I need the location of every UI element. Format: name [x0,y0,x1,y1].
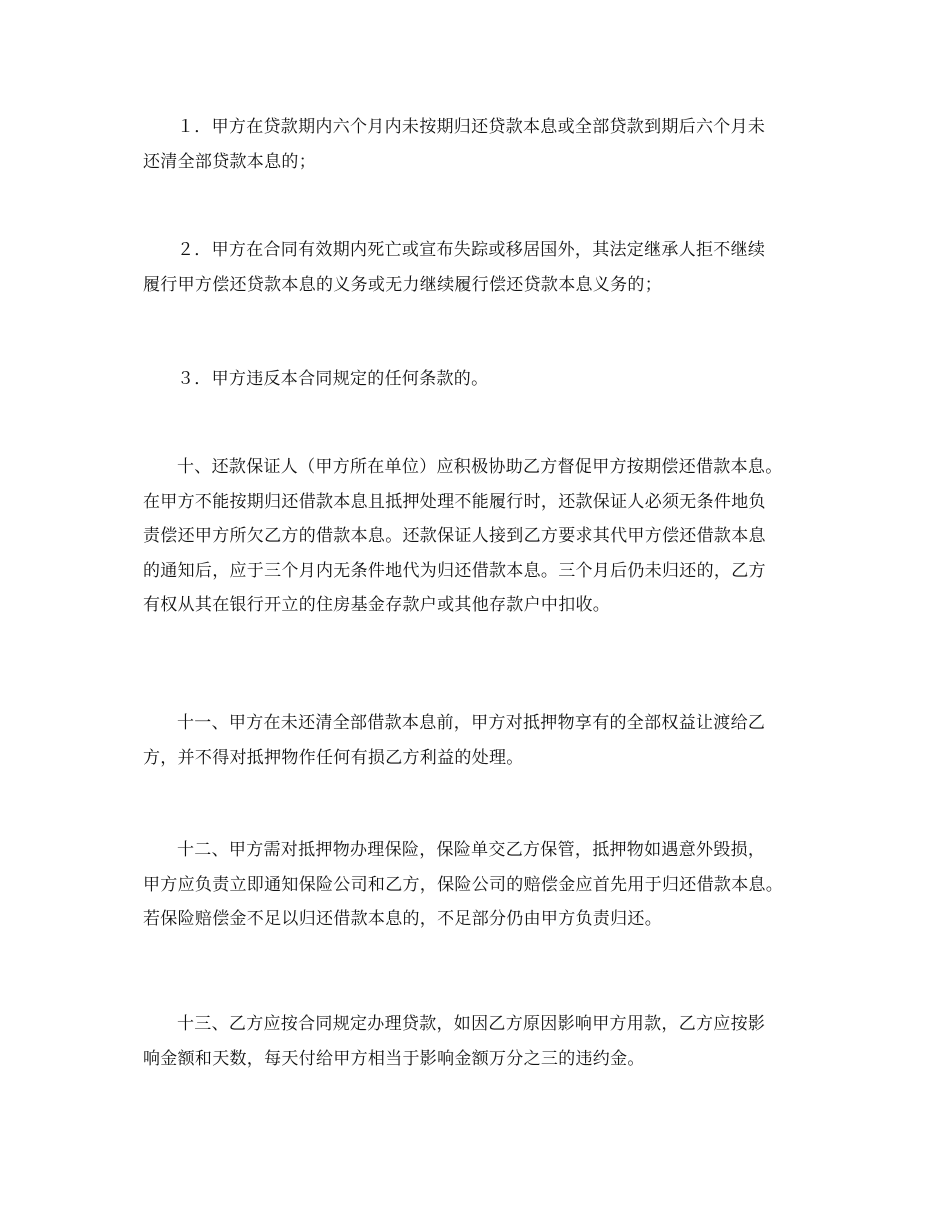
clause-12-paragraph [143,833,823,937]
clause-12-line-2: 甲方应负责立即通知保险公司和乙方，保险公司的赔偿金应首先用于归还借款本息。 [143,874,784,895]
clause-10-line-4: 的通知后，应于三个月内无条件地代为归还借款本息。三个月后仍未归还的，乙方 [143,560,766,581]
clause-12-line-3: 若保险赔偿金不足以归还借款本息的，不足部分仍由甲方负责归还。 [143,909,662,929]
clause-3-line-1: ３．甲方违反本合同规定的任何条款的。 [177,369,489,389]
clause-2-line-2: 履行甲方偿还贷款本息的义务或无力继续履行偿还贷款本息义务的； [143,274,662,295]
clause-1-paragraph [143,110,823,179]
clause-10-line-1: 十、还款保证人（甲方所在单位）应积极协助乙方督促甲方按期偿还借款本息。 [177,457,783,477]
clause-10-line-2: 在甲方不能按期归还借款本息且抵押处理不能履行时，还款保证人必须无条件地负 [143,491,766,512]
clause-13-paragraph [143,1007,823,1076]
clause-2-line-1: ２．甲方在合同有效期内死亡或宣布失踪或移居国外，其法定继承人拒不继续 [177,240,766,260]
clause-11-line-2: 方，并不得对抵押物作任何有损乙方利益的处理。 [143,747,524,768]
clause-11-line-1: 十一、甲方在未还清全部借款本息前，甲方对抵押物享有的全部权益让渡给乙 [177,713,766,733]
clause-13-line-1: 十三、乙方应按合同规定办理贷款，如因乙方原因影响甲方用款，乙方应按影 [177,1014,766,1034]
clause-10-line-3: 责偿还甲方所欠乙方的借款本息。还款保证人接到乙方要求其代甲方偿还借款本息 [143,526,766,546]
clause-11-paragraph [143,706,823,775]
clause-1-line-2: 还清全部贷款本息的； [143,151,316,172]
clause-1-line-1: １．甲方在贷款期内六个月内未按期归还贷款本息或全部贷款到期后六个月未 [177,117,766,137]
clause-12-line-1: 十二、甲方需对抵押物办理保险，保险单交乙方保管，抵押物如遇意外毁损， [177,840,766,860]
clause-3-paragraph [143,362,823,397]
clause-10-line-5: 有权从其在银行开立的住房基金存款户或其他存款户中扣收。 [143,595,611,615]
clause-10-paragraph [143,450,823,623]
clause-2-paragraph [143,233,823,302]
clause-13-line-2: 响金额和天数，每天付给甲方相当于影响金额万分之三的违约金。 [143,1048,645,1069]
